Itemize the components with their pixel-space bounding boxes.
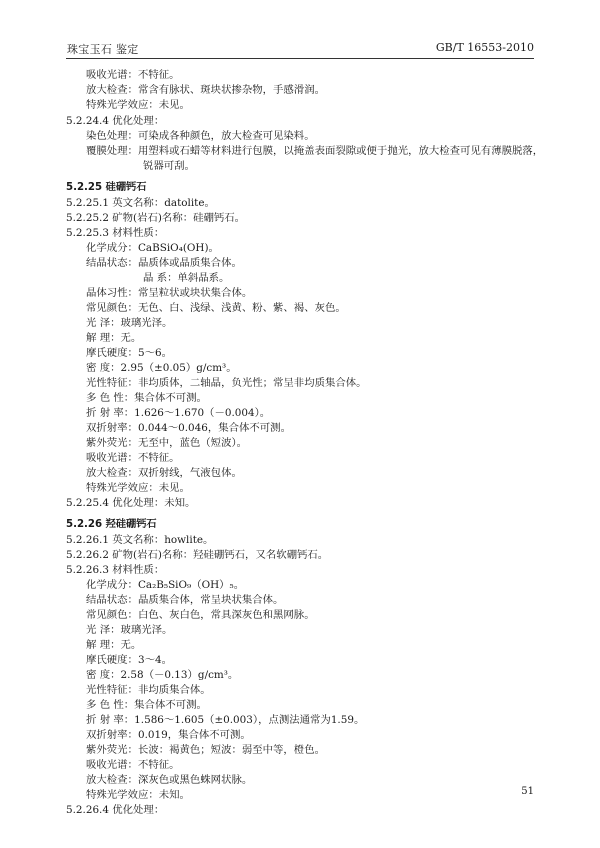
text-line: 晶体习性：常呈粒状或块状集合体。: [86, 287, 253, 299]
page-number: 51: [521, 786, 534, 797]
text-line: 解 理：无。: [86, 332, 142, 344]
text-line: 双折射率：0.044～0.046，集合体不可测。: [86, 422, 291, 434]
text-line: 特殊光学效应：未知。: [86, 789, 190, 801]
text-line: 吸收光谱：不特征。: [86, 452, 180, 464]
text-line: 化学成分：CaBSiO₄(OH)。: [86, 242, 219, 254]
text-line: 双折射率：0.019，集合体不可测。: [86, 729, 251, 741]
text-line: 折 射 率：1.626～1.670（－0.004）。: [86, 407, 271, 419]
text-line: 结晶状态：晶质集合体，常呈块状集合体。: [86, 594, 284, 606]
text-line: 折 射 率：1.586～1.605（±0.003），点测法通常为1.59。: [86, 714, 365, 726]
text-line: 多 色 性：集合体不可测。: [86, 392, 207, 404]
text-line: 染色处理：可染成各种颜色，放大检查可见染料。: [86, 130, 315, 142]
header-rule: [66, 58, 534, 59]
text-line: 锐器可刮。: [143, 160, 195, 172]
text-line: 特殊光学效应：未见。: [86, 482, 190, 494]
header-left: 珠宝玉石 鉴定: [67, 43, 139, 56]
text-line: 化学成分：Ca₂B₅SiO₉（OH）₅。: [86, 579, 245, 591]
text-line: 放大检查：双折射线，气液包体。: [86, 467, 242, 479]
section-line: 5.2.26.1 英文名称：howlite。: [66, 534, 214, 546]
text-line: 光 泽：玻璃光泽。: [86, 317, 173, 329]
text-line: 结晶状态：晶质体或晶质集合体。: [86, 257, 242, 269]
section-line: 5.2.25.2 矿物(岩石)名称：硅硼钙石。: [66, 212, 246, 224]
text-line: 紫外荧光：无至中，蓝色（短波）。: [86, 437, 248, 449]
text-line: 特殊光学效应：未见。: [86, 99, 190, 111]
text-line: 摩氏硬度：3～4。: [86, 654, 172, 666]
text-line: 常见颜色：无色、白、浅绿、浅黄、粉、紫、褐、灰色。: [86, 302, 346, 314]
text-line: 密 度：2.58（－0.13）g/cm³。: [86, 669, 239, 681]
text-line: 紫外荧光：长波：褐黄色；短波：弱至中等，橙色。: [86, 744, 325, 756]
section-line: 5.2.25.3 材料性质：: [66, 227, 165, 239]
text-line: 放大检查：深灰色或黑色蛛网状脉。: [86, 774, 253, 786]
text-line: 放大检查：常含有脉状、斑块状掺杂物，手感滑润。: [86, 84, 325, 96]
text-line: 吸收光谱：不特征。: [86, 69, 180, 81]
section-line: 5.2.24.4 优化处理：: [66, 115, 165, 127]
text-line: 摩氏硬度：5～6。: [86, 347, 172, 359]
text-line: 光性特征：非均质集合体。: [86, 684, 211, 696]
section-heading: 5.2.25 硅硼钙石: [66, 182, 147, 193]
section-line: 5.2.26.3 材料性质：: [66, 564, 165, 576]
section-line: 5.2.25.1 英文名称：datolite。: [66, 197, 215, 209]
text-line: 密 度：2.95（±0.05）g/cm³。: [86, 362, 237, 374]
text-line: 覆膜处理：用塑料或石蜡等材料进行包膜，以掩盖表面裂隙或便于抛光，放大检查可见有薄膜脱落，: [86, 145, 544, 157]
text-line: 常见颜色：白色、灰白色，常具深灰色和黑网脉。: [86, 609, 315, 621]
text-line: 光 泽：玻璃光泽。: [86, 624, 173, 636]
section-line: 5.2.25.4 优化处理：未知。: [66, 497, 196, 509]
text-line: 光性特征：非均质体，二轴晶，负光性；常呈非均质集合体。: [86, 377, 367, 389]
section-line: 5.2.26.4 优化处理：: [66, 804, 165, 816]
header-right: GB/T 16553-2010: [435, 41, 534, 54]
section-heading: 5.2.26 羟硅硼钙石: [66, 519, 157, 530]
text-line: 多 色 性：集合体不可测。: [86, 699, 207, 711]
text-line: 吸收光谱：不特征。: [86, 759, 180, 771]
section-line: 5.2.26.2 矿物(岩石)名称：羟硅硼钙石，又名软硼钙石。: [66, 549, 329, 561]
text-line: 晶 系：单斜晶系。: [143, 272, 230, 284]
text-line: 解 理：无。: [86, 639, 142, 651]
